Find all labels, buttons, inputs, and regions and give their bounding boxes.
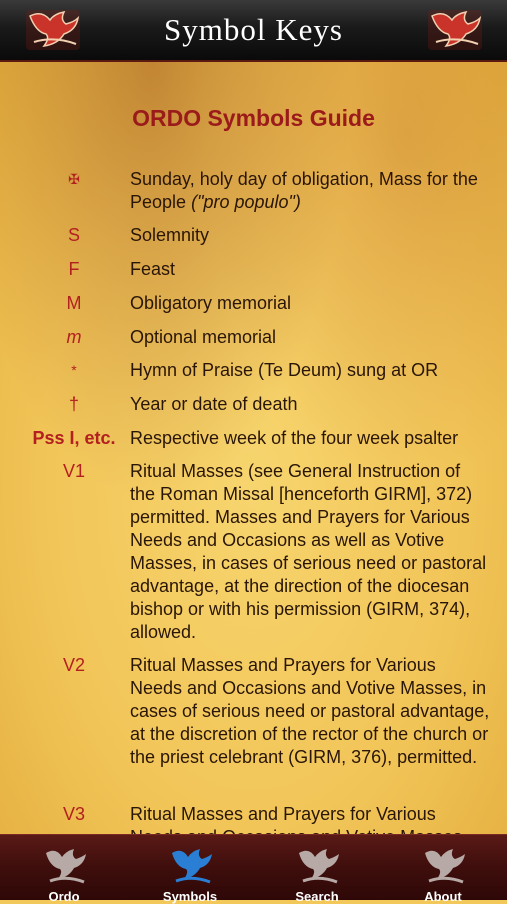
symbol-solemnity: S: [67, 225, 80, 245]
symbol-description: Solemnity: [130, 225, 210, 245]
symbol-dagger: †: [68, 394, 79, 414]
symbol-psalter: Pss I, etc.: [32, 428, 116, 448]
symbol-v1: V1: [62, 461, 86, 481]
dove-icon: [295, 845, 341, 887]
symbol-optional-memorial: m: [66, 327, 82, 347]
dove-icon: [42, 845, 88, 887]
tab-label: Ordo: [48, 889, 80, 904]
dove-logo-icon[interactable]: [426, 6, 484, 54]
tab-search[interactable]: [267, 835, 367, 904]
symbol-description: Sunday, holy day of obligation, Mass for the People ("pro populo"): [130, 169, 478, 212]
dove-icon: [168, 845, 214, 887]
symbol-description: Respective week of the four week psalter: [130, 428, 459, 448]
symbols-guide: [0, 62, 507, 834]
tab-ordo[interactable]: [14, 835, 114, 904]
tab-about[interactable]: [393, 835, 493, 904]
tab-label: Search: [295, 889, 339, 904]
symbol-feast: F: [68, 259, 80, 279]
nav-header: [0, 0, 507, 62]
symbol-description: Year or date of death: [130, 394, 298, 414]
page-title: Symbol Keys: [164, 12, 343, 47]
symbol-v2: V2: [62, 655, 86, 675]
tab-label: About: [424, 889, 462, 904]
symbol-description: Ritual Masses and Prayers for Various Needs and Occasions and Votive Masses, in cases of serious need or pastoral advantage, at the discretion of the rector of the church or the priest celebrant (GIRM, 376), permitted.: [130, 655, 490, 767]
symbol-asterisk: *: [71, 362, 77, 378]
symbol-v3: V3: [62, 804, 86, 824]
symbol-obligatory-memorial: M: [66, 293, 82, 313]
symbol-description: Ritual Masses (see General Instruction of the Roman Missal [henceforth GIRM], 372) permitted. Masses and Prayers for Various Needs and Occasions as well as Votive Masses, in cases of serious need or pastoral advantage, at the direction of the diocesan bishop or with his permission (GIRM, 374), allowed.: [130, 461, 487, 642]
symbol-description: Ritual Masses and Prayers for Various: [130, 804, 436, 824]
symbol-description: Optional memorial: [130, 327, 277, 347]
guide-title: ORDO Symbols Guide: [132, 105, 375, 131]
tab-bar: [0, 834, 507, 904]
tab-label: Symbols: [162, 889, 218, 904]
tab-symbols[interactable]: [140, 835, 240, 904]
symbol-description: Hymn of Praise (Te Deum) sung at OR: [130, 360, 439, 380]
symbol-description: Feast: [130, 259, 176, 279]
dove-icon: [421, 845, 467, 887]
symbol-cross: ✠: [68, 171, 80, 187]
symbol-description: Obligatory memorial: [130, 293, 292, 313]
